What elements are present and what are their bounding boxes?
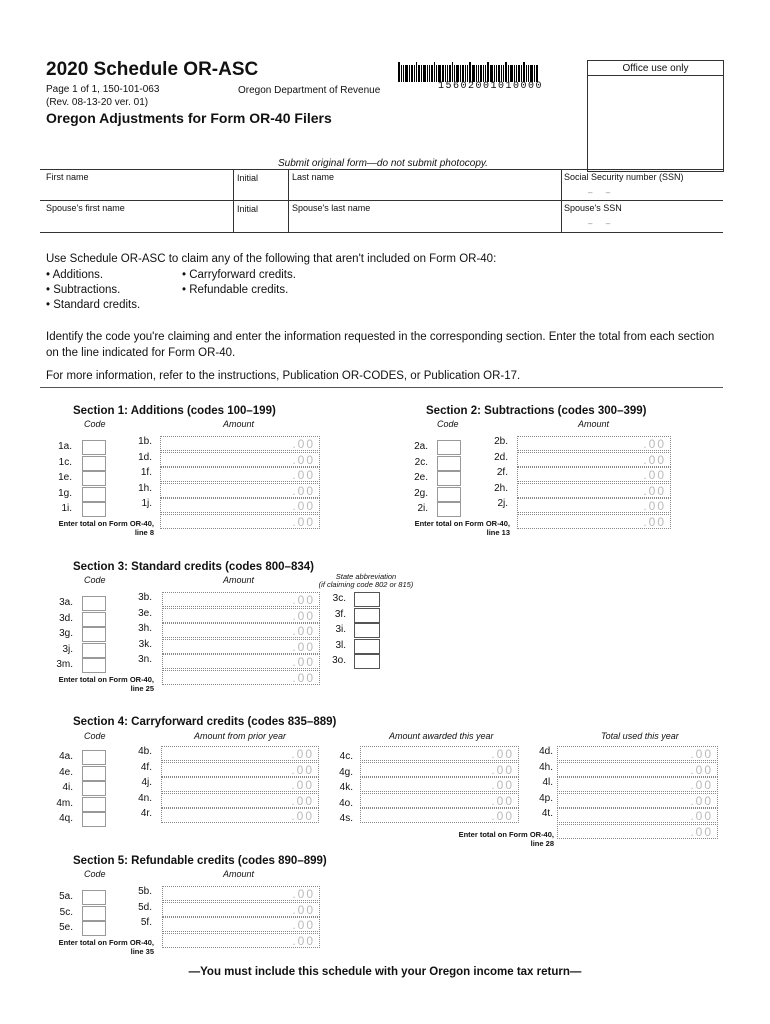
barcode-bar <box>494 65 495 82</box>
section3-state-input[interactable] <box>354 592 380 607</box>
section4-used-label: 4t. <box>541 808 553 820</box>
barcode-bar <box>449 65 451 82</box>
section4-used-label: 4l. <box>542 777 553 789</box>
section2-amount-label: 2h. <box>494 482 508 494</box>
barcode-bar <box>501 65 502 82</box>
section3-amount-label: 3b. <box>138 592 152 603</box>
spouse-ssn-dashes: – – <box>588 219 611 228</box>
section3-state-input[interactable] <box>354 623 380 638</box>
section2-code-input[interactable] <box>437 440 461 455</box>
section2-amount-input[interactable]: .00 <box>517 436 671 451</box>
section3-amount-input[interactable]: .00 <box>162 623 320 638</box>
section4-used-label: 4d. <box>539 746 553 757</box>
barcode-bar <box>483 65 484 82</box>
section3-code-input[interactable] <box>82 596 106 611</box>
section1-code-input[interactable] <box>82 440 106 455</box>
section5-amount-label: 5f. <box>140 917 152 929</box>
section3-code-input[interactable] <box>82 658 106 673</box>
office-use-box <box>587 60 724 172</box>
section1-code-label: 1a. <box>58 441 72 452</box>
section4-used-label: 4h. <box>539 761 553 773</box>
section3-code-label: 3j. <box>62 643 73 655</box>
section4-prior-input[interactable]: .00 <box>161 746 319 761</box>
section5-amount-label: 5b. <box>138 886 152 897</box>
section3-total-label-2: line 25 <box>130 684 154 693</box>
barcode-bar <box>508 65 509 82</box>
barcode-bar <box>530 65 533 82</box>
barcode-bar <box>518 65 520 82</box>
section1-code-header: Code <box>84 419 106 429</box>
section1-total-label-1: Enter total on Form OR-40, <box>58 519 154 528</box>
section2-total-label-2: line 13 <box>486 528 510 537</box>
section3-state-input[interactable] <box>354 639 380 654</box>
section1-amount-header: Amount <box>223 419 255 429</box>
barcode-bar <box>418 65 420 82</box>
barcode-bar <box>436 65 437 82</box>
section5-code-input[interactable] <box>82 890 106 905</box>
section3-state-label: 3f. <box>334 608 346 620</box>
spouse-initial-input[interactable] <box>234 215 287 231</box>
barcode-bar <box>403 65 404 82</box>
section2-total-input[interactable]: .00 <box>517 514 671 529</box>
bullet-standard: • Standard credits. <box>46 299 141 311</box>
subtitle: Oregon Adjustments for Form OR-40 Filers <box>46 110 332 126</box>
section2-title: Section 2: Subtractions (codes 300–399) <box>426 405 647 417</box>
section5-amount-input[interactable]: .00 <box>162 886 320 901</box>
barcode-bar <box>485 65 486 82</box>
section2-amount-label: 2d. <box>494 451 508 463</box>
section3-total-label-1: Enter total on Form OR-40, <box>58 675 154 684</box>
section2-code-label: 2c. <box>414 456 428 468</box>
section2-code-input[interactable] <box>437 502 461 517</box>
barcode-bar <box>438 65 441 82</box>
section5-total-label-1: Enter total on Form OR-40, <box>58 937 154 947</box>
section1-code-label: 1i. <box>61 503 72 515</box>
first-name-input[interactable] <box>41 182 231 199</box>
barcode-bar <box>429 65 430 82</box>
section4-title: Section 4: Carryforward credits (codes 835–889) <box>73 716 337 728</box>
section5-code-label: 5c. <box>59 906 73 918</box>
section1-amount-input[interactable]: .00 <box>160 467 320 482</box>
barcode-bar <box>411 65 413 82</box>
section3-state-label: 3c. <box>332 593 346 604</box>
barcode-bar <box>409 65 410 82</box>
initial-input[interactable] <box>234 184 287 199</box>
section1-amount-label: 1b. <box>138 436 152 447</box>
barcode-bar <box>423 65 426 82</box>
section4-prior-label: 4r. <box>140 808 152 820</box>
section4-code-label: 4i. <box>62 782 73 794</box>
section3-amount-input[interactable]: .00 <box>162 608 320 623</box>
section1-code-label: 1e. <box>58 472 72 484</box>
section3-code-label: 3m. <box>56 659 73 671</box>
section2-amount-label: 2j. <box>497 498 508 510</box>
section4-code-label: 4m. <box>56 797 73 809</box>
last-name-label: Last name <box>292 172 335 182</box>
initial-label: Initial <box>237 173 259 183</box>
section1-code-label: 1c. <box>58 456 72 468</box>
barcode-bar <box>490 65 493 82</box>
barcode-bar <box>503 65 504 82</box>
barcode-bar <box>510 65 513 82</box>
section1-total-input[interactable]: .00 <box>160 514 320 529</box>
barcode <box>398 62 539 82</box>
barcode-bar <box>434 62 435 82</box>
section3-code-label: 3g. <box>59 628 73 640</box>
spouse-ssn-input[interactable] <box>562 213 722 231</box>
barcode-bar <box>467 65 468 82</box>
section2-amount-input[interactable]: .00 <box>517 483 671 498</box>
section3-amount-label: 3h. <box>138 623 152 635</box>
barcode-number: 15602001010000 <box>438 81 544 92</box>
section3-amount-header: Amount <box>223 575 255 585</box>
section4-code-input[interactable] <box>82 797 106 812</box>
section2-code-input[interactable] <box>437 487 461 502</box>
section4-prior-input[interactable]: .00 <box>161 762 319 777</box>
section5-total-input[interactable]: .00 <box>162 933 320 948</box>
section5-code-header: Code <box>84 869 106 879</box>
section1-code-input[interactable] <box>82 502 106 517</box>
barcode-bar <box>478 65 479 82</box>
section4-prior-input[interactable]: .00 <box>161 793 319 808</box>
section2-code-label: 2g. <box>414 487 428 499</box>
section1-amount-label: 1d. <box>138 451 152 463</box>
state-abbr-label-1: State abbreviation <box>335 572 397 581</box>
section4-awarded-label: 4s. <box>339 813 353 825</box>
bullet-refundable: • Refundable credits. <box>182 284 289 296</box>
section3-amount-input[interactable]: .00 <box>162 639 320 654</box>
section4-used-header: Total used this year <box>601 731 679 741</box>
section5-amount-header: Amount <box>223 869 255 879</box>
section3-amount-label: 3k. <box>138 638 152 650</box>
section4-prior-label: 4j. <box>141 777 152 789</box>
section2-code-header: Code <box>437 419 459 429</box>
section5-code-label: 5e. <box>59 922 73 934</box>
section4-code-input[interactable] <box>82 781 106 796</box>
section1-code-label: 1g. <box>58 487 72 499</box>
intro-text: Use Schedule OR-ASC to claim any of the following that aren't included on Form OR-40: <box>46 253 497 265</box>
section4-used-input[interactable]: .00 <box>557 808 718 823</box>
section2-amount-label: 2b. <box>494 436 508 447</box>
barcode-bar <box>528 65 529 82</box>
section4-code-input[interactable] <box>82 812 106 827</box>
section3-code-header: Code <box>84 575 106 585</box>
section4-code-label: 4a. <box>59 751 73 762</box>
section1-amount-label: 1h. <box>138 482 152 494</box>
identify-text: Identify the code you're claiming and enter the information requested in the corresponding section. Enter the total from each section on the line indicated for Form OR-40. <box>46 331 715 359</box>
section4-code-label: 4e. <box>59 766 73 778</box>
barcode-bar <box>416 62 417 82</box>
barcode-bar <box>445 65 446 82</box>
last-name-input[interactable] <box>289 182 559 199</box>
section1-amount-input[interactable]: .00 <box>160 452 320 467</box>
section2-code-input[interactable] <box>437 456 461 471</box>
section2-amount-input[interactable]: .00 <box>517 498 671 513</box>
barcode-bar <box>460 65 461 82</box>
barcode-bar <box>487 62 489 82</box>
barcode-bar <box>516 65 517 82</box>
section1-amount-input[interactable]: .00 <box>160 436 320 451</box>
barcode-bar <box>454 65 455 82</box>
section4-used-input[interactable]: .00 <box>557 746 718 761</box>
spouse-first-input[interactable] <box>41 213 231 231</box>
barcode-bar <box>496 65 497 82</box>
barcode-bar <box>421 65 422 82</box>
more-info-text: For more information, refer to the instructions, Publication OR-CODES, or Publication OR-17. <box>46 370 521 382</box>
section2-code-label: 2e. <box>414 472 428 484</box>
section4-used-input[interactable]: .00 <box>557 762 718 777</box>
section3-code-input[interactable] <box>82 627 106 642</box>
spouse-first-label: Spouse's first name <box>46 203 125 213</box>
section1-amount-input[interactable]: .00 <box>160 498 320 513</box>
section4-awarded-label: 4g. <box>339 766 353 778</box>
section3-code-input[interactable] <box>82 643 106 658</box>
form-title: 2020 Schedule OR-ASC <box>46 59 259 80</box>
barcode-bar <box>442 65 444 82</box>
section5-amount-label: 5d. <box>138 901 152 913</box>
section1-title: Section 1: Additions (codes 100–199) <box>73 405 276 417</box>
section2-amount-label: 2f. <box>496 467 508 479</box>
barcode-bar <box>447 65 448 82</box>
state-abbr-label-2: (if claiming code 802 or 815) <box>318 580 414 589</box>
section3-amount-input[interactable]: .00 <box>162 592 320 607</box>
section2-amount-header: Amount <box>578 419 610 429</box>
section1-code-input[interactable] <box>82 456 106 471</box>
section4-total-input[interactable]: .00 <box>557 824 718 839</box>
section4-code-header: Code <box>84 731 106 741</box>
barcode-bar <box>498 65 500 82</box>
barcode-bar <box>523 62 525 82</box>
ssn-input[interactable] <box>562 182 722 199</box>
section1-amount-label: 1f. <box>140 467 152 479</box>
section3-code-label: 3a. <box>59 597 73 608</box>
barcode-bar <box>427 65 428 82</box>
section3-state-label: 3i. <box>335 624 346 636</box>
ssn-label: Social Security number (SSN) <box>564 172 684 182</box>
barcode-bar <box>521 65 522 82</box>
section2-total-label-1: Enter total on Form OR-40, <box>414 519 510 528</box>
section5-title: Section 5: Refundable credits (codes 890–899) <box>73 855 327 867</box>
spouse-ssn-label: Spouse's SSN <box>564 203 622 213</box>
section2-amount-input[interactable]: .00 <box>517 452 671 467</box>
footer-notice: —You must include this schedule with your Oregon income tax return— <box>188 966 582 978</box>
section4-awarded-input[interactable]: .00 <box>360 793 519 808</box>
section3-amount-label: 3n. <box>138 654 152 666</box>
section4-used-input[interactable]: .00 <box>557 793 718 808</box>
bullet-additions: • Additions. <box>46 269 104 281</box>
section4-awarded-input[interactable]: .00 <box>360 746 519 761</box>
barcode-bar <box>472 65 475 82</box>
section4-prior-input[interactable]: .00 <box>161 777 319 792</box>
section5-code-label: 5a. <box>59 891 73 902</box>
section1-code-input[interactable] <box>82 471 106 486</box>
barcode-bar <box>405 65 408 82</box>
section4-awarded-input[interactable]: .00 <box>360 808 519 823</box>
bullet-subtractions: • Subtractions. <box>46 284 121 296</box>
barcode-bar <box>505 62 507 82</box>
barcode-bar <box>480 65 482 82</box>
section3-code-label: 3d. <box>59 612 73 624</box>
section5-total-label-2: line 35 <box>130 946 154 956</box>
section2-code-input[interactable] <box>437 471 461 486</box>
section4-code-input[interactable] <box>82 750 106 765</box>
barcode-bar <box>401 65 402 82</box>
section4-awarded-label: 4k. <box>339 782 353 794</box>
section4-awarded-input[interactable]: .00 <box>360 762 519 777</box>
section3-state-label: 3l. <box>335 639 346 651</box>
section1-amount-label: 1j. <box>141 498 152 510</box>
ssn-dashes: – – <box>588 188 611 197</box>
section1-code-input[interactable] <box>82 487 106 502</box>
office-use-label: Office use only <box>622 63 689 74</box>
barcode-bar <box>465 65 466 82</box>
photocopy-notice: Submit original form—do not submit photocopy. <box>278 158 488 169</box>
section4-used-label: 4p. <box>539 792 553 804</box>
section3-state-input[interactable] <box>354 654 380 669</box>
section1-total-label-2: line 8 <box>134 528 154 537</box>
barcode-bar <box>431 65 433 82</box>
section3-title: Section 3: Standard credits (codes 800–834) <box>73 561 314 573</box>
section4-awarded-label: 4o. <box>339 797 353 809</box>
section3-state-input[interactable] <box>354 608 380 623</box>
bullet-carryforward: • Carryforward credits. <box>182 269 296 281</box>
section4-prior-header: Amount from prior year <box>194 731 287 741</box>
section5-code-input[interactable] <box>82 906 106 921</box>
barcode-bar <box>526 65 527 82</box>
section3-amount-label: 3e. <box>138 607 152 619</box>
spouse-last-input[interactable] <box>289 213 559 231</box>
barcode-bar <box>469 62 471 82</box>
barcode-bar <box>452 62 453 82</box>
section5-amount-input[interactable]: .00 <box>162 917 320 932</box>
spouse-last-label: Spouse's last name <box>292 203 371 213</box>
section4-awarded-header: Amount awarded this year <box>389 731 494 741</box>
section3-amount-input[interactable]: .00 <box>162 654 320 669</box>
barcode-bar <box>398 62 400 82</box>
section4-used-input[interactable]: .00 <box>557 777 718 792</box>
section2-code-label: 2i. <box>417 503 428 515</box>
section4-awarded-label: 4c. <box>339 751 353 762</box>
section3-code-input[interactable] <box>82 612 106 627</box>
barcode-bar <box>536 65 538 82</box>
agency: Oregon Department of Revenue <box>238 85 381 96</box>
section1-amount-input[interactable]: .00 <box>160 483 320 498</box>
section4-total-label-2: line 28 <box>530 839 554 848</box>
section3-total-input[interactable]: .00 <box>162 670 320 685</box>
section4-prior-label: 4b. <box>138 746 152 757</box>
section2-amount-input[interactable]: .00 <box>517 467 671 482</box>
section5-code-input[interactable] <box>82 921 106 936</box>
spouse-initial-label: Initial <box>237 204 259 214</box>
section5-amount-input[interactable]: .00 <box>162 902 320 917</box>
section4-prior-label: 4f. <box>140 761 152 773</box>
barcode-bar <box>462 65 464 82</box>
revision: (Rev. 08-13-20 ver. 01) <box>46 97 149 108</box>
section2-code-label: 2a. <box>414 441 428 452</box>
first-name-label: First name <box>46 172 89 182</box>
barcode-bar <box>534 65 535 82</box>
section4-prior-label: 4n. <box>138 792 152 804</box>
section3-state-label: 3o. <box>332 655 346 667</box>
page-info: Page 1 of 1, 150-101-063 <box>46 84 160 95</box>
barcode-bar <box>514 65 515 82</box>
section4-code-input[interactable] <box>82 766 106 781</box>
barcode-bar <box>476 65 477 82</box>
section4-awarded-input[interactable]: .00 <box>360 777 519 792</box>
section4-code-label: 4q. <box>59 813 73 825</box>
section4-prior-input[interactable]: .00 <box>161 808 319 823</box>
barcode-bar <box>414 65 415 82</box>
section4-total-label-1: Enter total on Form OR-40, <box>458 830 554 839</box>
barcode-bar <box>456 65 459 82</box>
